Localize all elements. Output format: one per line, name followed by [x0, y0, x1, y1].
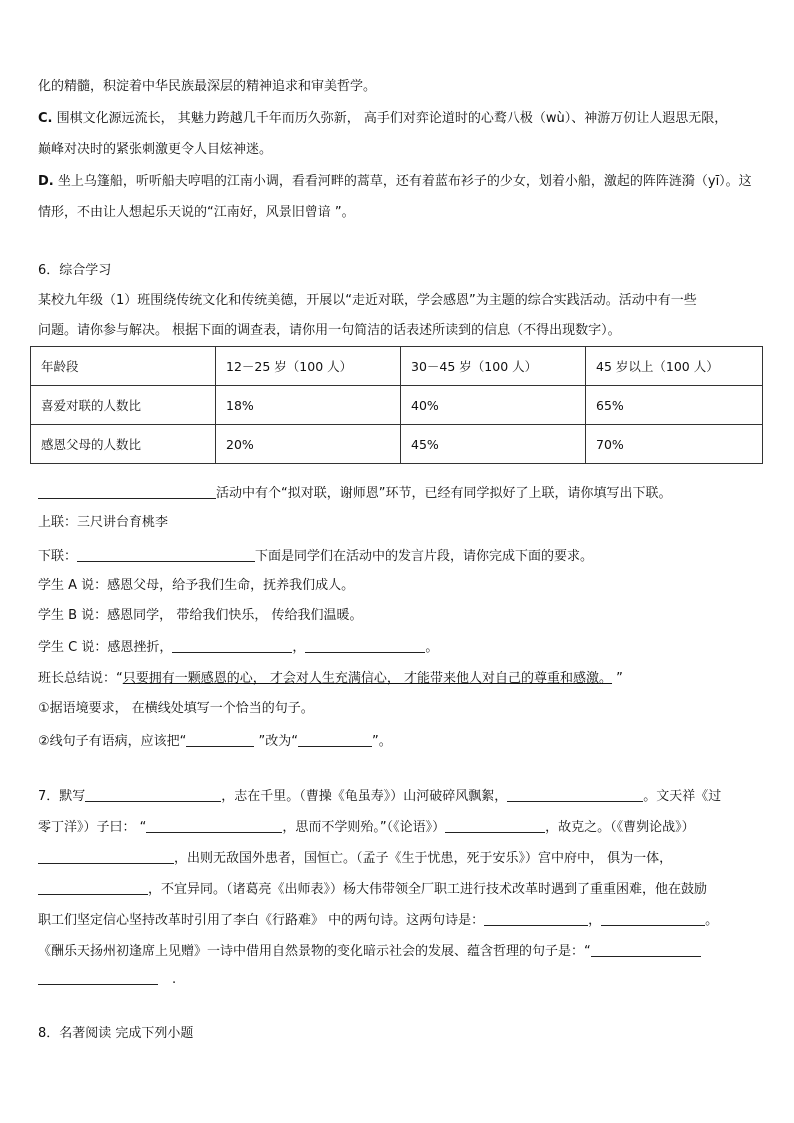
- q7-end-dot: .: [172, 972, 177, 987]
- q6-intro-2: 问题。请你参与解决。 根据下面的调查表，请你用一句简洁的话表述所读到的信息（不得出现数字）。: [38, 323, 621, 338]
- table-cell: 年龄段: [31, 347, 216, 386]
- monitor-line: [38, 670, 764, 688]
- q7-blank-7[interactable]: [484, 911, 588, 926]
- monitor-underlined-sentence: 只要拥有一颗感恩的心， 才会对人生充满信心， 才能带来他人对自己的尊重和感激。: [122, 671, 613, 686]
- table-cell: 感恩父母的人数比: [31, 425, 216, 464]
- table-cell: 65%: [586, 386, 763, 425]
- table-cell: 30－45 岁（100 人）: [401, 347, 586, 386]
- q7-text: 。: [705, 913, 719, 928]
- table-cell: 45 岁以上（100 人）: [586, 347, 763, 386]
- student-c-line: [38, 638, 764, 657]
- monitor-suffix: ”: [612, 671, 623, 686]
- option-c-line2: 巅峰对决时的紧张刺激更令人目炫神迷。: [38, 142, 273, 157]
- req-2-mid: ”改为“: [254, 734, 298, 749]
- q7-text: ，思而不学则殆。”（《论语》）: [282, 820, 446, 835]
- q7-blank-5[interactable]: [38, 849, 174, 864]
- q7-line-6: [38, 942, 764, 961]
- q7-line-2: [38, 818, 764, 837]
- table-header-row: [31, 347, 763, 386]
- after-table-line: [38, 484, 764, 503]
- continuation-line: 化的精髓，积淀着中华民族最深层的精神追求和审美哲学。: [38, 79, 377, 94]
- student-c-prefix: 学生 C 说：感恩挫折，: [38, 640, 173, 655]
- q7-text: ，志在千里。（曹操《龟虽寿》）山河破碎风飘絮，: [221, 789, 508, 804]
- student-c-blank-2[interactable]: [305, 638, 425, 653]
- q7-line-7: [38, 970, 764, 989]
- after-table-text: 活动中有个“拟对联，谢师恩”环节，已经有同学拟好了上联，请你填写出下联。: [216, 486, 672, 501]
- student-c-blank-1[interactable]: [172, 638, 292, 653]
- comma: ，: [292, 640, 306, 655]
- q7-blank-4[interactable]: [445, 818, 545, 833]
- req-2: [38, 732, 764, 751]
- q7-text: 零丁洋》）子曰： “: [38, 820, 147, 835]
- q7-text: ，: [588, 913, 602, 928]
- req-2-suffix: ”。: [372, 734, 392, 749]
- q7-text: 《酬乐天扬州初逢席上见赠》一诗中借用自然景物的变化暗示社会的发展、蕴含哲理的句子是：“: [38, 944, 591, 959]
- table-cell: 12－25 岁（100 人）: [216, 347, 401, 386]
- q7-text: 职工们坚定信心坚持改革时引用了李白《行路难》 中的两句诗。这两句诗是：: [38, 913, 485, 928]
- option-c-letter: C.: [38, 111, 53, 126]
- q7-text: ，不宜异同。（诸葛亮《出师表》）杨大伟带领全厂职工进行技术改革时遇到了重重困难，他在鼓励: [148, 882, 708, 897]
- q7-blank-3[interactable]: [146, 818, 282, 833]
- xialian-suffix: 下面是同学们在活动中的发言片段，请你完成下面的要求。: [255, 549, 594, 564]
- survey-table: [30, 346, 763, 464]
- shanglian: 上联：三尺讲台育桃李: [38, 515, 169, 530]
- student-b: 学生 B 说：感恩同学， 带给我们快乐， 传给我们温暖。: [38, 608, 363, 623]
- q7-line-3: [38, 849, 764, 868]
- student-a: 学生 A 说：感恩父母，给予我们生命，抚养我们成人。: [38, 578, 355, 593]
- q7-blank-8[interactable]: [601, 911, 705, 926]
- option-d-letter: D.: [38, 174, 54, 189]
- q6-intro-1: 某校九年级（1）班围绕传统文化和传统美德，开展以“走近对联，学会感恩”为主题的综合实践活动。活动中有一些: [38, 293, 697, 308]
- xialian-line: [38, 547, 764, 566]
- info-answer-blank[interactable]: [38, 484, 216, 499]
- q8-title: 8．名著阅读 完成下列小题: [38, 1026, 194, 1041]
- table-cell: 18%: [216, 386, 401, 425]
- table-cell: 喜爱对联的人数比: [31, 386, 216, 425]
- period: 。: [425, 640, 439, 655]
- xialian-prefix: 下联：: [38, 549, 78, 564]
- q6-title: 6．综合学习: [38, 263, 112, 278]
- q7-blank-1[interactable]: [85, 787, 221, 802]
- monitor-prefix: 班长总结说：“: [38, 671, 123, 686]
- q7-blank-6[interactable]: [38, 880, 148, 895]
- table-cell: 45%: [401, 425, 586, 464]
- q7-line-1: [38, 787, 764, 806]
- q7-line-4: [38, 880, 764, 899]
- option-d-line2: 情形，不由让人想起乐天说的“江南好，风景旧曾谙 ”。: [38, 205, 355, 220]
- option-d-text: 坐上乌篷船，听听船夫哼唱的江南小调，看看河畔的蒿草，还有着蓝布衫子的少女，划着小船，激起的阵阵涟漪（yī）。这: [57, 174, 752, 189]
- req-1: ①据语境要求， 在横线处填写一个恰当的句子。: [38, 701, 314, 716]
- q7-blank-10[interactable]: [38, 970, 158, 985]
- option-c: [38, 110, 764, 128]
- q7-line-5: [38, 911, 764, 930]
- q7-blank-2[interactable]: [507, 787, 643, 802]
- q7-text: 。文天祥《过: [643, 789, 722, 804]
- table-cell: 40%: [401, 386, 586, 425]
- table-cell: 70%: [586, 425, 763, 464]
- q7-blank-9[interactable]: [591, 942, 701, 957]
- req-2-blank-2[interactable]: [298, 732, 372, 747]
- xialian-blank[interactable]: [77, 547, 255, 562]
- table-row: [31, 425, 763, 464]
- req-2-prefix: ②线句子有语病，应该把“: [38, 734, 187, 749]
- req-2-blank-1[interactable]: [186, 732, 254, 747]
- q7-text: ，出则无敌国外患者，国恒亡。（孟子《生于忧患，死于安乐》）宫中府中， 俱为一体，: [174, 851, 673, 866]
- q7-text: ，故克之。（《曹刿论战》）: [545, 820, 695, 835]
- option-c-text: 围棋文化源远流长， 其魅力跨越几千年而历久弥新， 高手们对弈论道时的心鹜八极（wù）、神游万仞让人遐思无限，: [56, 111, 728, 126]
- table-row: [31, 386, 763, 425]
- table-cell: 20%: [216, 425, 401, 464]
- q7-title: 7．默写: [38, 789, 86, 804]
- option-d: [38, 173, 764, 191]
